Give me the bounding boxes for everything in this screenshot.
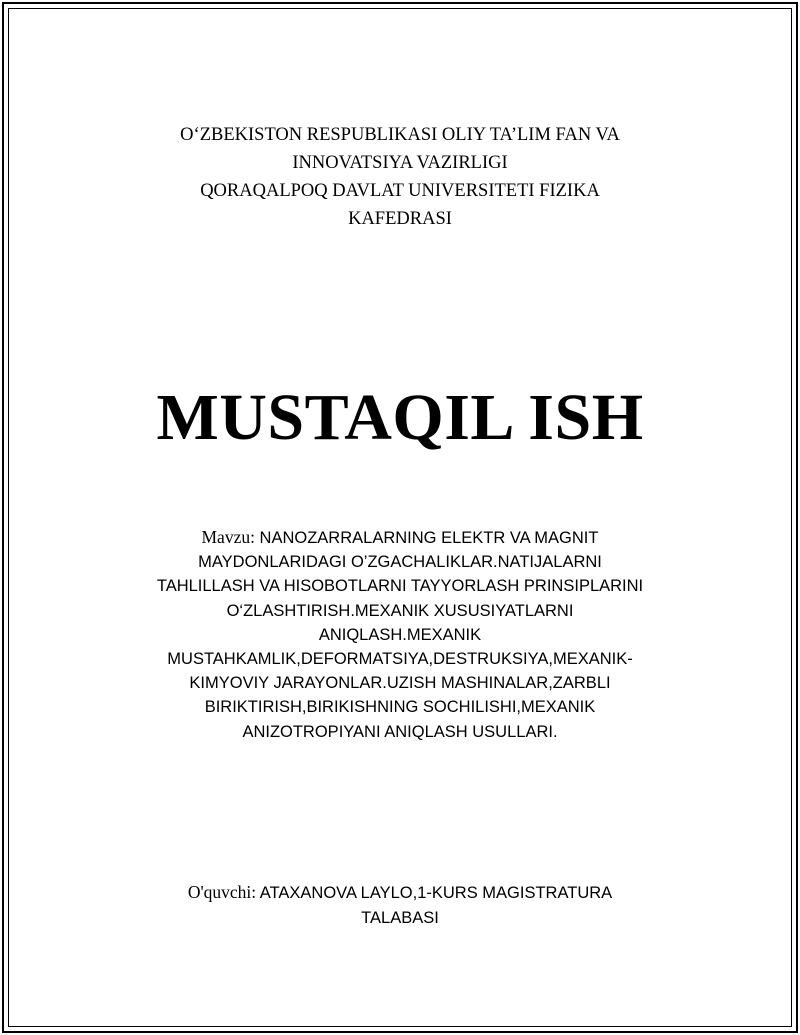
student-label: O'quvchi:	[187, 882, 257, 902]
institution-line: KAFEDRASI	[348, 209, 452, 229]
topic-line: ANIQLASH.MEXANIK	[318, 625, 482, 644]
student-line: TALABASI	[361, 909, 439, 927]
document-title: MUSTAQIL ISH	[156, 381, 644, 454]
topic-line	[80, 525, 720, 550]
topic-line: ANIZOTROPIYANI ANIQLASH USULLARI.	[242, 722, 558, 741]
topic-line: TAHLILLASH VA HISOBOTLARNI TAYYORLASH PRINSIPLARINI	[156, 577, 644, 596]
institution-line: QORAQALPOQ DAVLAT UNIVERSITETI FIZIKA	[200, 181, 600, 201]
institution-line: O‘ZBEKISTON RESPUBLIKASI OLIY TA’LIM FAN VA	[180, 125, 620, 145]
topic-text: NANOZARRALARNING ELEKTR VA MAGNIT	[254, 529, 599, 547]
topic-line: BIRIKTIRISH,BIRIKISHNING SOCHILISHI,MEXANIK	[204, 698, 596, 717]
institution-header	[100, 121, 700, 233]
topic-line: MAYDONLARIDAGI O’ZGACHALIKLAR.NATIJALARNI	[198, 553, 602, 572]
topic-line: O‘ZLASHTIRISH.MEXANIK XUSUSIYATLARNI	[226, 601, 574, 620]
institution-line: INNOVATSIYA VAZIRLIGI	[292, 153, 508, 173]
topic-label: Mavzu:	[201, 527, 255, 547]
student-name: ATAXANOVA LAYLO,1-KURS MAGISTRATURA	[256, 884, 613, 902]
topic-line: MUSTAHKAMLIK,DEFORMATSIYA,DESTRUKSIYA,MEXANIK-	[167, 650, 633, 669]
student-line	[80, 880, 720, 906]
topic-line: KIMYOVIY JARAYONLAR.UZISH MASHINALAR,ZARBLI	[189, 674, 611, 693]
topic-block	[80, 525, 720, 744]
student-block	[80, 880, 720, 931]
